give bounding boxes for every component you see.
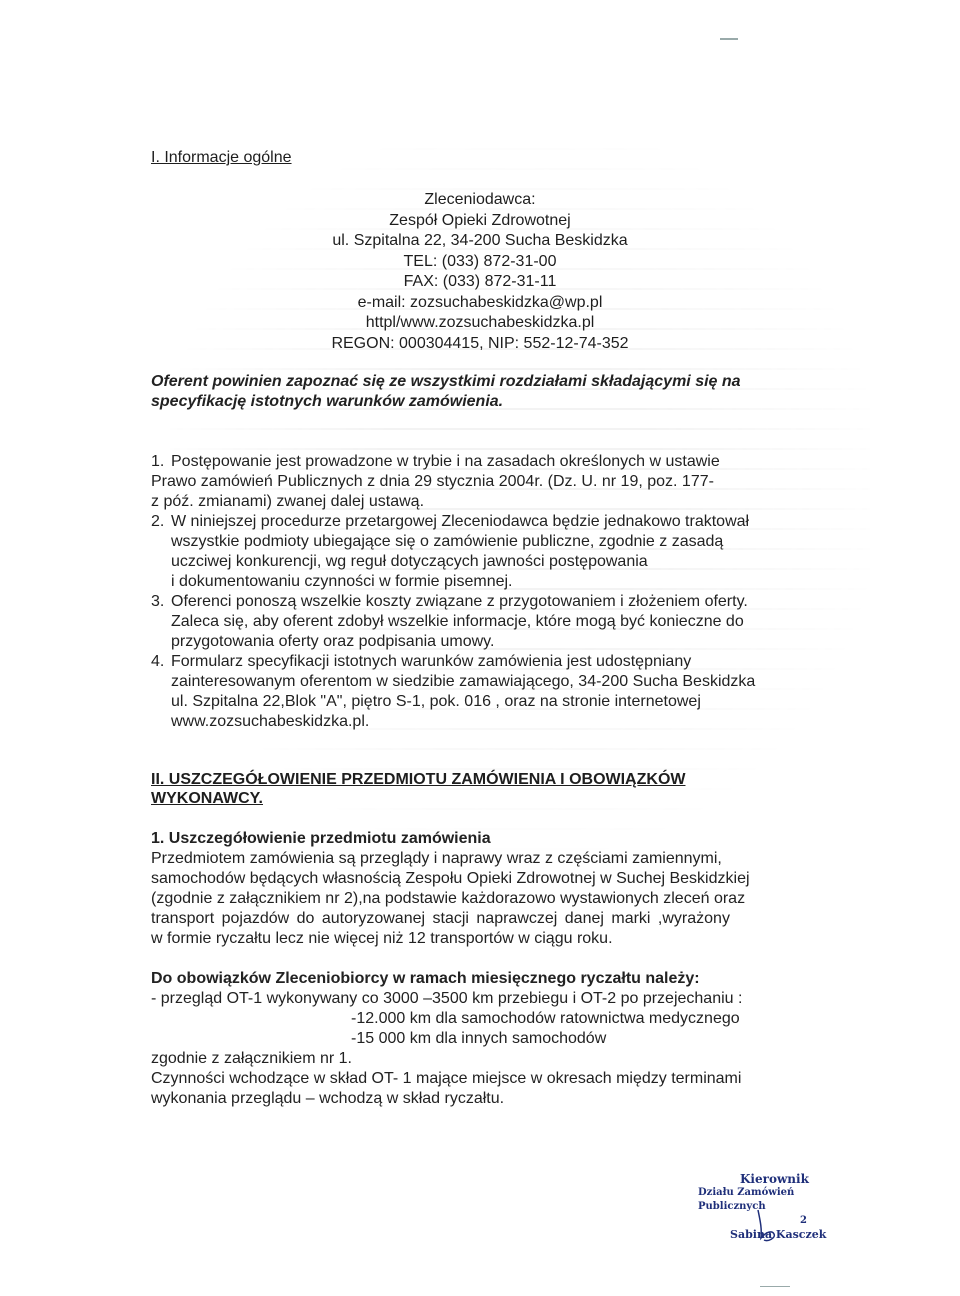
stamp-line: Kierownik — [740, 1172, 809, 1186]
list-item — [151, 512, 811, 592]
list-item-line: Formularz specyfikacji istotnych warunków zamówienia jest udostępniany — [171, 653, 692, 670]
duties-line: zgodnie z załącznikiem nr 1. — [151, 1050, 352, 1067]
duties-line: wykonania przeglądu – wchodzą w skład ryczałtu. — [151, 1090, 505, 1107]
contractor-phone: TEL: (033) 872-31-00 — [403, 252, 557, 270]
list-item-line: Zaleca się, aby oferent zdobył wszelkie informacje, które mogą być konieczne do — [171, 613, 744, 630]
paragraph-line: Przedmiotem zamówienia są przeglądy i naprawy wraz z częściami zamiennymi, — [151, 850, 722, 867]
subsection-title: 1. Uszczegółowienie przedmiotu zamówienia — [151, 830, 491, 847]
duties-title: Do obowiązków Zleceniobiorcy w ramach miesięcznego ryczałtu należy: — [151, 970, 700, 987]
stamp-line: Sabina Kasczek — [730, 1228, 827, 1241]
subject-description — [151, 829, 813, 949]
list-item-line: Oferenci ponoszą wszelkie koszty związane z przygotowaniem i złożeniem oferty. — [171, 593, 748, 610]
section-2-title-line: II. USZCZEGÓŁOWIENIE PRZEDMIOTU ZAMÓWIENIA I OBOWIĄZKÓW — [151, 771, 686, 788]
contractor-website: httpl/www.zozsuchabeskidzka.pl — [365, 314, 595, 331]
list-item — [151, 592, 811, 652]
contractor-email: e-mail: zozsuchabeskidzka@wp.pl — [357, 293, 603, 311]
list-item-line: przygotowania oferty oraz podpisania umowy. — [171, 633, 495, 650]
list-item — [151, 652, 811, 732]
list-item-line: wszystkie podmioty ubiegające się o zamówienie publiczne, zgodnie z zasadą — [171, 533, 724, 550]
section-2-title — [151, 770, 811, 808]
list-item-line: z póź. zmianami) zwanej dalej ustawą. — [151, 493, 425, 510]
list-item-line: uczciwej konkurencji, wg reguł dotyczących jawności postępowania — [171, 553, 648, 570]
list-item — [151, 452, 811, 512]
duties-indent-line: -12.000 km dla samochodów ratownictwa medycznego — [351, 1010, 740, 1027]
general-info-list — [151, 452, 811, 732]
paragraph-line: samochodów będących własnością Zespołu Opieki Zdrowotnej w Suchej Beskidzkiej — [151, 870, 750, 887]
page-number: 2 — [800, 1215, 807, 1226]
duties-line: Czynności wchodzące w skład OT- 1 mające miejsce w okresach między terminami — [151, 1070, 742, 1087]
list-item-number: 1. — [151, 453, 165, 470]
list-item-number: 3. — [151, 593, 165, 610]
contractor-fax: FAX: (033) 872-31-11 — [403, 273, 557, 290]
handwritten-signature — [752, 1206, 792, 1246]
duties-line: - przegląd OT-1 wykonywany co 3000 –3500 km przebiegu i OT-2 po przejechaniu : — [151, 990, 743, 1007]
scan-speck — [760, 1286, 790, 1287]
paragraph-line: (zgodnie z załącznikiem nr 2),na podstawie każdorazowo wystawionych zleceń oraz — [151, 890, 746, 907]
list-item-line: Postępowanie jest prowadzone w trybie i na zasadach określonych w ustawie — [171, 453, 720, 470]
list-item-line: www.zozsuchabeskidzka.pl. — [171, 713, 370, 730]
list-item-line: zainteresowanym oferentom w siedzibie zamawiającego, 34-200 Sucha Beskidzka — [171, 673, 756, 690]
contractor-regon-nip: REGON: 000304415, NIP: 552-12-74-352 — [331, 334, 629, 352]
duties-indent-line: -15 000 km dla innych samochodów — [351, 1030, 607, 1047]
contractor-label: Zleceniodawca: — [424, 191, 536, 208]
contractor-address: ul. Szpitalna 22, 34-200 Sucha Beskidzka — [332, 232, 628, 249]
paragraph-line: w formie ryczałtu lecz nie więcej niż 12 transportów w ciągu roku. — [151, 930, 613, 947]
section-2-title-line: WYKONAWCY. — [151, 790, 263, 807]
list-item-number: 4. — [151, 653, 165, 670]
list-item-line: Prawo zamówień Publicznych z dnia 29 stycznia 2004r. (Dz. U. nr 19, poz. 177- — [151, 473, 714, 490]
contractor-duties — [151, 969, 813, 1109]
list-item-number: 2. — [151, 513, 165, 530]
contractor-name: Zespół Opieki Zdrowotnej — [389, 211, 571, 229]
scan-speck — [720, 38, 738, 40]
paragraph-line: transport pojazdów do autoryzowanej stacji naprawczej danej marki ,wyrażony — [151, 910, 730, 927]
stamp-line: Działu Zamówień Publicznych — [698, 1187, 795, 1212]
list-item-line: ul. Szpitalna 22,Blok "A", piętro S-1, pok. 016 , oraz na stronie internetowej — [171, 693, 701, 710]
list-item-line: W niniejszej procedurze przetargowej Zleceniodawca będzie jednakowo traktował — [171, 513, 750, 530]
contractor-header — [150, 190, 810, 354]
list-item-line: i dokumentowaniu czynności w formie pisemnej. — [171, 573, 513, 590]
section-1-title: I. Informacje ogólne — [151, 149, 292, 166]
intro-note: Oferent powinien zapoznać się ze wszystkimi rozdziałami składającymi się na specyfikację istotnych warunków zamówienia. — [151, 373, 741, 410]
